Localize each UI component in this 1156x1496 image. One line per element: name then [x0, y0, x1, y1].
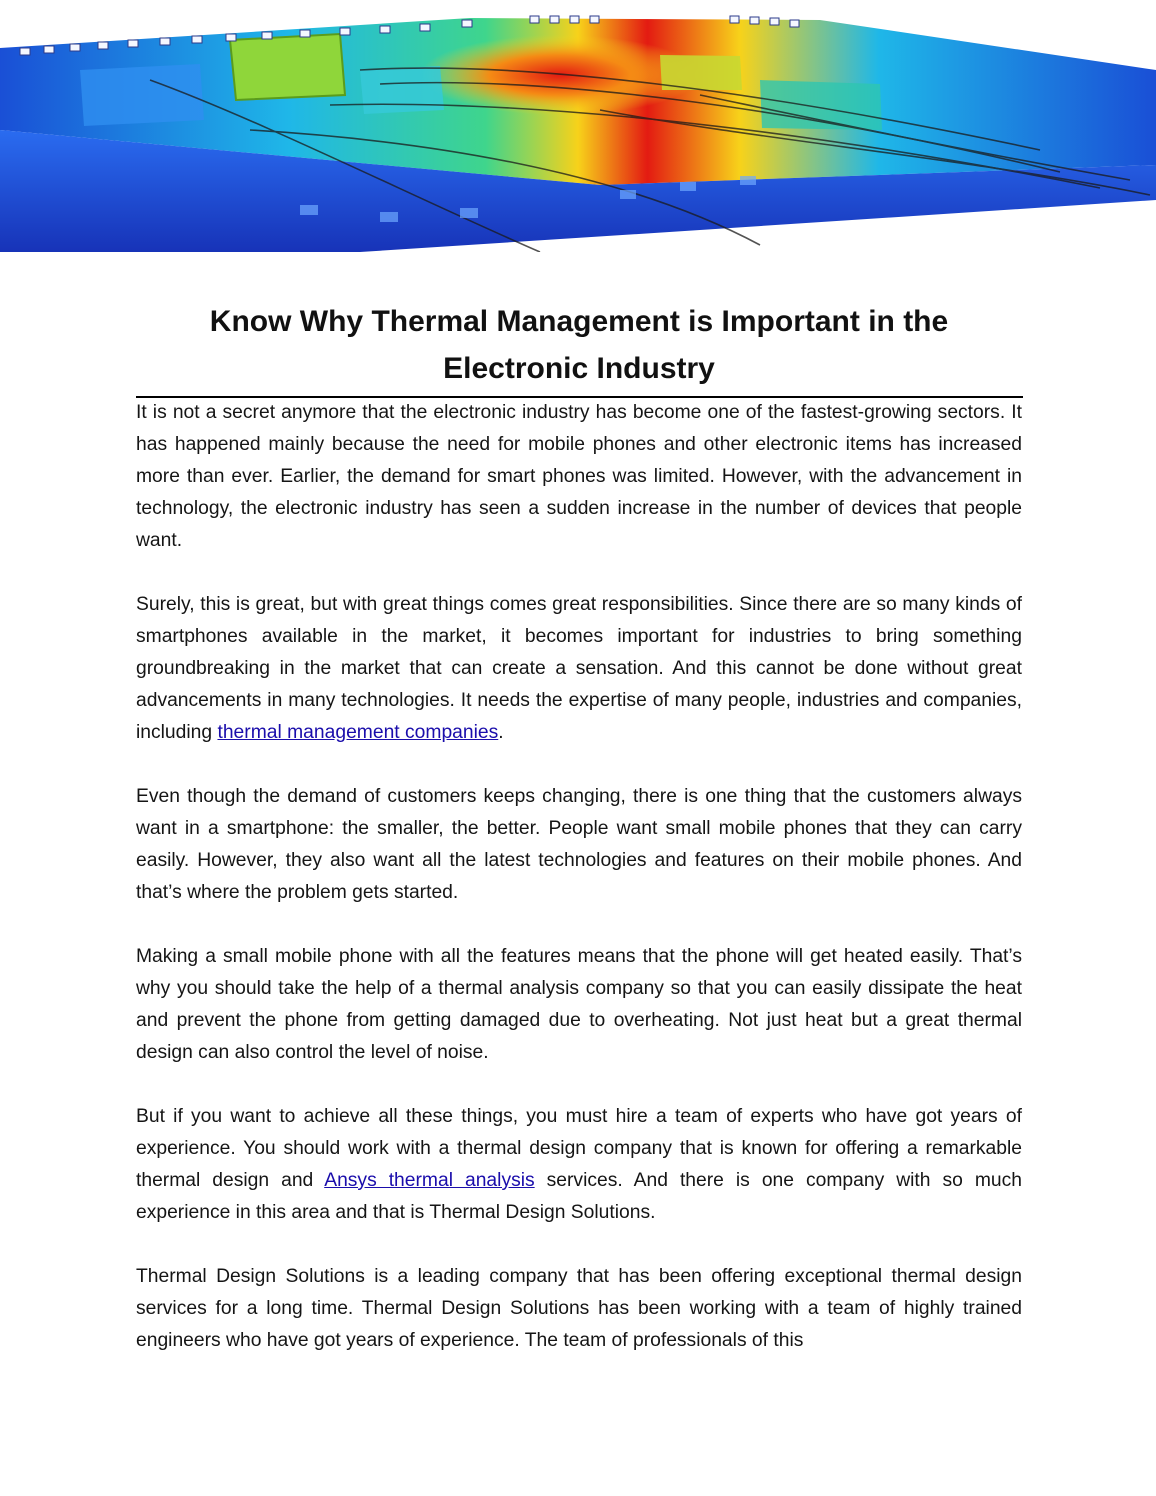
paragraph-5	[136, 1101, 1022, 1229]
article-title: Know Why Thermal Management is Important in the Electronic Industry	[209, 305, 949, 385]
thermal-management-companies-link[interactable]: thermal management companies	[217, 722, 499, 743]
paragraph-6: Thermal Design Solutions is a leading company that has been offering exceptional thermal design services for a long time. Thermal Design Solutions has been working with a team of highly trained engineers who have got years of experience. The team of professionals of this	[136, 1266, 1022, 1351]
yellow-component	[660, 55, 742, 90]
article-body	[136, 397, 1022, 1389]
paragraph-2-end: .	[498, 722, 504, 743]
paragraph-2-text: Surely, this is great, but with great things comes great responsibilities. Since there are so many kinds of smartphones available in the market, it becomes important for industries to bring something groundbreaking in the market that can create a sensation. And this cannot be done without great advancements in many technologies. It needs the expertise of many people, industries and companies, including	[136, 594, 1022, 743]
cyan-component	[360, 66, 444, 114]
blue-block	[80, 64, 204, 126]
green-component	[230, 34, 345, 100]
ansys-thermal-analysis-link[interactable]: Ansys thermal analysis	[324, 1170, 535, 1191]
paragraph-5-end: services. And there is one company with so much experience in this area and that is Thermal Design Solutions.	[136, 1170, 1022, 1223]
thermal-simulation-graphic	[0, 0, 1156, 252]
teal-block	[760, 80, 882, 130]
paragraph-5-text: But if you want to achieve all these things, you must hire a team of experts who have got years of experience. You should work with a thermal design company that is known for offering a remarkable thermal design and	[136, 1106, 1022, 1191]
hero-image	[0, 0, 1156, 252]
paragraph-3: Even though the demand of customers keeps changing, there is one thing that the customers always want in a smartphone: the smaller, the better. People want small mobile phones that they can carry easily. However, they also want all the latest technologies and features on their mobile phones. And that’s where the problem gets started.	[136, 786, 1022, 903]
hot-zone	[420, 35, 700, 115]
paragraph-2	[136, 589, 1022, 749]
paragraph-1: It is not a secret anymore that the electronic industry has become one of the fastest-growing sectors. It has happened mainly because the need for mobile phones and other electronic items has increased more than ever. Earlier, the demand for smart phones was limited. However, with the advancement in technology, the electronic industry has seen a sudden increase in the number of devices that people want.	[136, 402, 1022, 551]
paragraph-4: Making a small mobile phone with all the features means that the phone will get heated easily. That’s why you should take the help of a thermal analysis company so that you can easily dissipate the heat and prevent the phone from getting damaged due to overheating. Not just heat but a great thermal design can also control the level of noise.	[136, 946, 1022, 1063]
